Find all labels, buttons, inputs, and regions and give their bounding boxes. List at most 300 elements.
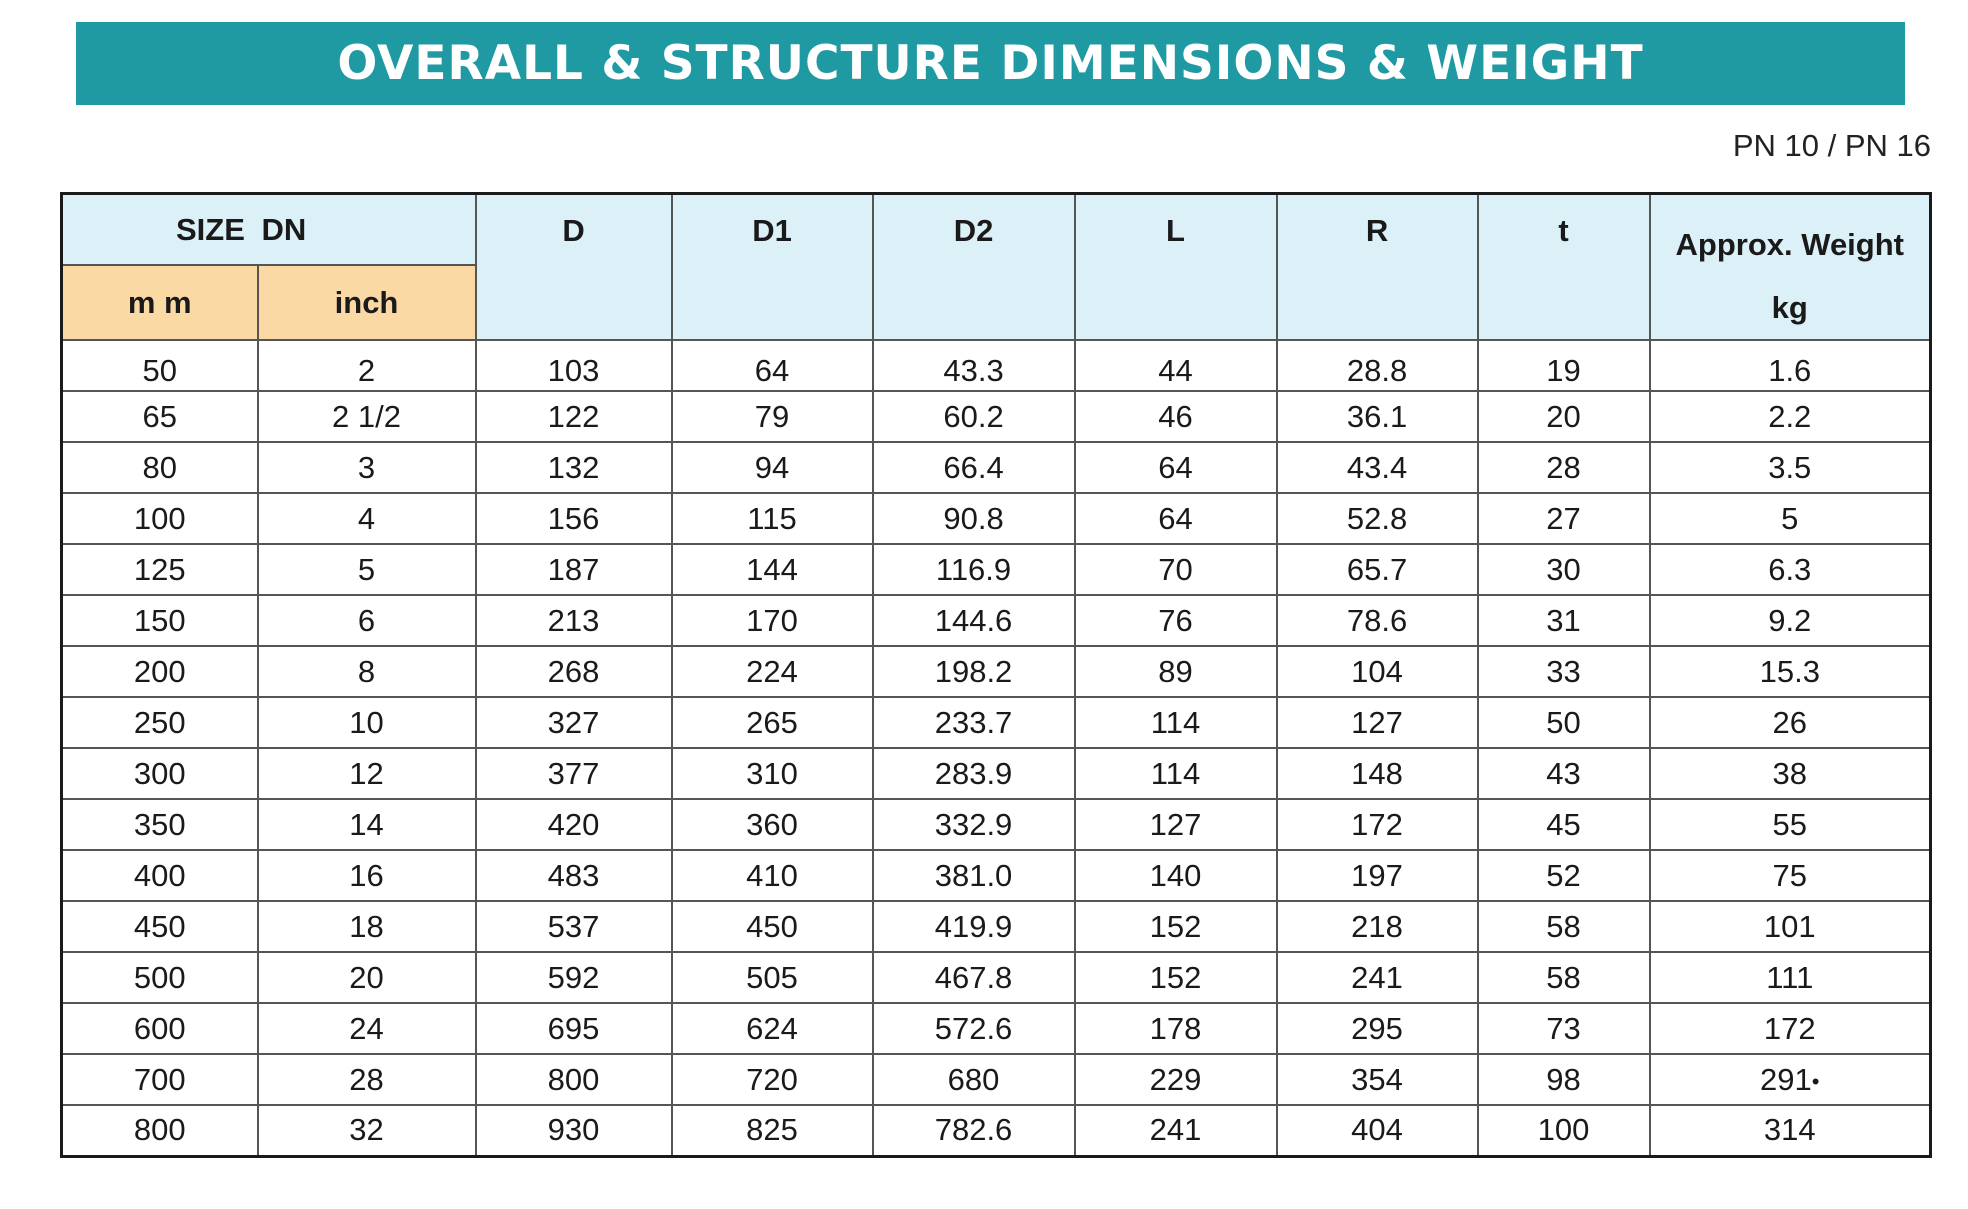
- cell-l: [1075, 493, 1277, 544]
- cell-value: 314: [1763, 1112, 1816, 1148]
- cell-mm: [62, 1054, 258, 1105]
- cell-inch: [258, 799, 476, 850]
- cell-inch: [258, 595, 476, 646]
- cell-d2: [873, 442, 1075, 493]
- l-header: L: [1075, 194, 1277, 341]
- cell-t: [1478, 748, 1650, 799]
- cell-value: 624: [746, 1010, 798, 1046]
- weight-label: Approx. Weight: [1675, 227, 1904, 262]
- cell-value: 30: [1546, 551, 1581, 587]
- weight-unit: kg: [1771, 290, 1808, 325]
- cell-value: 100: [1537, 1112, 1590, 1148]
- table-row: [62, 646, 1931, 697]
- cell-r: [1277, 901, 1478, 952]
- cell-value: 3.5: [1768, 449, 1812, 485]
- cell-value: 6.3: [1768, 551, 1812, 587]
- cell-weight: [1650, 595, 1931, 646]
- cell-value: 3: [357, 449, 376, 485]
- cell-value: 14: [349, 806, 384, 842]
- cell-value: 1.6: [1768, 352, 1812, 388]
- cell-t: [1478, 952, 1650, 1003]
- cell-value: 127: [1351, 704, 1403, 740]
- cell-value: 327: [547, 704, 600, 740]
- cell-value: 144: [746, 551, 798, 587]
- cell-t: [1478, 1003, 1650, 1054]
- cell-value: 213: [547, 602, 600, 638]
- cell-value: 115: [747, 500, 797, 536]
- cell-value: 122: [547, 398, 600, 434]
- cell-d2: [873, 340, 1075, 391]
- cell-r: [1277, 442, 1478, 493]
- cell-value: 572.6: [934, 1010, 1013, 1046]
- cell-t: [1478, 850, 1650, 901]
- cell-value: 114: [1150, 755, 1201, 791]
- cell-value: 2.2: [1768, 398, 1812, 434]
- cell-inch: [258, 391, 476, 442]
- cell-d: [476, 799, 672, 850]
- cell-value: 720: [746, 1061, 798, 1097]
- cell-d1: [672, 646, 873, 697]
- cell-value: 125: [133, 551, 186, 587]
- cell-value: 241: [1149, 1112, 1202, 1148]
- cell-value: 103: [547, 352, 600, 388]
- cell-value: 140: [1149, 857, 1202, 893]
- cell-weight: [1650, 442, 1931, 493]
- cell-value: 450: [133, 908, 186, 944]
- cell-l: [1075, 850, 1277, 901]
- cell-mm: [62, 799, 258, 850]
- cell-r: [1277, 952, 1478, 1003]
- cell-d1: [672, 952, 873, 1003]
- cell-l: [1075, 1105, 1277, 1156]
- cell-l: [1075, 748, 1277, 799]
- cell-inch: [258, 340, 476, 391]
- cell-d1: [672, 1105, 873, 1156]
- cell-value: 28.8: [1346, 352, 1408, 388]
- cell-value: 75: [1772, 857, 1807, 893]
- cell-value: 241: [1351, 959, 1403, 995]
- cell-value: 197: [1351, 857, 1403, 893]
- cell-value: 50: [1546, 704, 1581, 740]
- cell-value: 268: [547, 653, 600, 689]
- cell-value: 2: [357, 352, 376, 388]
- cell-d: [476, 340, 672, 391]
- table-row: [62, 1003, 1931, 1054]
- cell-value: 2 1/2: [332, 398, 401, 434]
- cell-inch: [258, 901, 476, 952]
- cell-value: 172: [1763, 1010, 1816, 1046]
- cell-t: [1478, 442, 1650, 493]
- cell-weight: [1650, 850, 1931, 901]
- cell-mm: [62, 1003, 258, 1054]
- cell-r: [1277, 697, 1478, 748]
- cell-d: [476, 952, 672, 1003]
- cell-value: 64: [1158, 500, 1193, 536]
- cell-r: [1277, 544, 1478, 595]
- cell-value: 5: [357, 551, 376, 587]
- cell-value: 283.9: [934, 755, 1013, 791]
- cell-value: 45: [1546, 806, 1581, 842]
- cell-d: [476, 1105, 672, 1156]
- table-row: [62, 442, 1931, 493]
- page-title: OVERALL & STRUCTURE DIMENSIONS & WEIGHT: [337, 36, 1644, 91]
- cell-value: 73: [1546, 1010, 1581, 1046]
- cell-value: 10: [349, 704, 384, 740]
- cell-value: 156: [547, 500, 600, 536]
- weight-note-mark: •: [1811, 1068, 1820, 1094]
- cell-value: 80: [142, 449, 177, 485]
- cell-d1: [672, 697, 873, 748]
- cell-value: 500: [133, 959, 186, 995]
- cell-value: 178: [1149, 1010, 1202, 1046]
- cell-mm: [62, 901, 258, 952]
- cell-r: [1277, 646, 1478, 697]
- cell-l: [1075, 340, 1277, 391]
- cell-value: 76: [1158, 602, 1193, 638]
- cell-r: [1277, 799, 1478, 850]
- cell-d: [476, 697, 672, 748]
- cell-value: 94: [754, 449, 790, 485]
- r-header: R: [1277, 194, 1478, 341]
- cell-d1: [672, 595, 873, 646]
- table-row: [62, 952, 1931, 1003]
- cell-value: 404: [1351, 1112, 1403, 1148]
- cell-value: 354: [1351, 1061, 1403, 1097]
- cell-inch: [258, 952, 476, 1003]
- cell-value: 114: [1150, 704, 1201, 740]
- cell-value: 187: [547, 551, 600, 587]
- cell-t: [1478, 799, 1650, 850]
- cell-value: 450: [746, 908, 798, 944]
- cell-value: 44: [1158, 352, 1193, 388]
- cell-d1: [672, 901, 873, 952]
- cell-value: 144.6: [934, 602, 1013, 638]
- cell-d: [476, 748, 672, 799]
- cell-value: 111: [1766, 959, 1814, 995]
- cell-value: 420: [547, 806, 600, 842]
- cell-l: [1075, 544, 1277, 595]
- cell-d: [476, 442, 672, 493]
- cell-value: 198.2: [934, 653, 1013, 689]
- cell-d2: [873, 748, 1075, 799]
- cell-value: 12: [349, 755, 384, 791]
- cell-r: [1277, 1003, 1478, 1054]
- cell-value: 295: [1351, 1010, 1403, 1046]
- cell-r: [1277, 1054, 1478, 1105]
- cell-value: 66.4: [943, 449, 1004, 485]
- table-row: [62, 595, 1931, 646]
- cell-value: 200: [133, 653, 186, 689]
- cell-value: 600: [133, 1010, 186, 1046]
- cell-mm: [62, 748, 258, 799]
- cell-value: 360: [746, 806, 798, 842]
- cell-l: [1075, 952, 1277, 1003]
- cell-t: [1478, 1105, 1650, 1156]
- cell-r: [1277, 493, 1478, 544]
- cell-value: 229: [1149, 1061, 1202, 1097]
- cell-d: [476, 544, 672, 595]
- cell-d: [476, 901, 672, 952]
- cell-weight: [1650, 340, 1931, 391]
- cell-d: [476, 1003, 672, 1054]
- cell-weight: [1650, 901, 1931, 952]
- cell-l: [1075, 1003, 1277, 1054]
- table-row: [62, 901, 1931, 952]
- cell-inch: [258, 1054, 476, 1105]
- table-row: [62, 799, 1931, 850]
- cell-l: [1075, 391, 1277, 442]
- cell-value: 419.9: [934, 908, 1013, 944]
- cell-value: 332.9: [934, 806, 1013, 842]
- cell-value: 64: [754, 352, 790, 388]
- cell-d1: [672, 850, 873, 901]
- cell-mm: [62, 850, 258, 901]
- cell-value: 100: [133, 500, 186, 536]
- t-header: t: [1478, 194, 1650, 341]
- cell-value: 800: [547, 1061, 600, 1097]
- cell-r: [1277, 391, 1478, 442]
- cell-value: 65.7: [1346, 551, 1408, 587]
- cell-d2: [873, 1054, 1075, 1105]
- cell-value: 483: [547, 857, 600, 893]
- cell-d1: [672, 1003, 873, 1054]
- cell-value: 695: [547, 1010, 600, 1046]
- cell-t: [1478, 544, 1650, 595]
- cell-mm: [62, 544, 258, 595]
- cell-value: 310: [746, 755, 798, 791]
- cell-d2: [873, 697, 1075, 748]
- cell-value: 32: [349, 1112, 384, 1148]
- cell-value: 6: [357, 602, 376, 638]
- cell-value: 50: [142, 352, 177, 388]
- cell-weight: [1650, 748, 1931, 799]
- cell-value: 52.8: [1346, 500, 1408, 536]
- cell-d1: [672, 340, 873, 391]
- cell-value: 20: [1546, 398, 1581, 434]
- cell-r: [1277, 595, 1478, 646]
- table-row: [62, 1105, 1931, 1156]
- cell-inch: [258, 748, 476, 799]
- cell-value: 19: [1546, 352, 1581, 388]
- cell-d2: [873, 544, 1075, 595]
- cell-value: 300: [133, 755, 186, 791]
- cell-value: 28: [349, 1061, 384, 1097]
- cell-value: 27: [1546, 500, 1581, 536]
- cell-value: 825: [746, 1112, 798, 1148]
- cell-value: 410: [746, 857, 798, 893]
- cell-value: 800: [133, 1112, 186, 1148]
- cell-d2: [873, 1105, 1075, 1156]
- cell-d1: [672, 748, 873, 799]
- cell-weight: [1650, 697, 1931, 748]
- cell-value: 224: [746, 653, 798, 689]
- cell-d2: [873, 595, 1075, 646]
- cell-inch: [258, 544, 476, 595]
- cell-d2: [873, 901, 1075, 952]
- cell-inch: [258, 442, 476, 493]
- cell-t: [1478, 391, 1650, 442]
- d1-header: D1: [672, 194, 873, 341]
- cell-weight: [1650, 1054, 1931, 1105]
- cell-t: [1478, 646, 1650, 697]
- cell-l: [1075, 646, 1277, 697]
- cell-value: 250: [133, 704, 186, 740]
- cell-value: 152: [1149, 908, 1202, 944]
- cell-value: 101: [1763, 908, 1816, 944]
- cell-weight: [1650, 1105, 1931, 1156]
- cell-value: 64: [1158, 449, 1193, 485]
- cell-value: 782.6: [934, 1112, 1013, 1148]
- cell-value: 24: [349, 1010, 384, 1046]
- cell-value: 233.7: [934, 704, 1013, 740]
- cell-value: 52: [1546, 857, 1581, 893]
- cell-mm: [62, 442, 258, 493]
- cell-d1: [672, 1054, 873, 1105]
- table-row: [62, 493, 1931, 544]
- cell-value: 291: [1760, 1061, 1812, 1097]
- cell-value: 28: [1546, 449, 1581, 485]
- table-row: [62, 748, 1931, 799]
- cell-weight: [1650, 952, 1931, 1003]
- cell-value: 98: [1546, 1061, 1581, 1097]
- cell-d: [476, 595, 672, 646]
- cell-value: 33: [1546, 653, 1581, 689]
- cell-mm: [62, 391, 258, 442]
- cell-value: 90.8: [943, 500, 1004, 536]
- cell-value: 265: [746, 704, 798, 740]
- cell-r: [1277, 850, 1478, 901]
- cell-t: [1478, 697, 1650, 748]
- cell-r: [1277, 340, 1478, 391]
- cell-value: 79: [754, 398, 790, 434]
- dimensions-table: [60, 192, 1932, 1158]
- cell-value: 70: [1158, 551, 1193, 587]
- d-header: D: [476, 194, 672, 341]
- cell-l: [1075, 799, 1277, 850]
- cell-d: [476, 493, 672, 544]
- cell-value: 89: [1158, 653, 1193, 689]
- cell-weight: [1650, 799, 1931, 850]
- cell-value: 400: [133, 857, 186, 893]
- cell-t: [1478, 595, 1650, 646]
- cell-l: [1075, 595, 1277, 646]
- cell-inch: [258, 646, 476, 697]
- cell-value: 36.1: [1346, 398, 1408, 434]
- weight-header: [1650, 194, 1931, 341]
- cell-value: 38: [1772, 755, 1807, 791]
- cell-value: 8: [357, 653, 376, 689]
- cell-inch: [258, 1003, 476, 1054]
- cell-r: [1277, 1105, 1478, 1156]
- cell-value: 26: [1772, 704, 1807, 740]
- cell-t: [1478, 493, 1650, 544]
- cell-value: 350: [133, 806, 186, 842]
- cell-d2: [873, 952, 1075, 1003]
- cell-weight: [1650, 493, 1931, 544]
- cell-value: 132: [547, 449, 600, 485]
- cell-value: 5: [1781, 500, 1799, 536]
- cell-mm: [62, 646, 258, 697]
- cell-value: 700: [133, 1061, 186, 1097]
- cell-value: 592: [547, 959, 600, 995]
- table-row: [62, 850, 1931, 901]
- cell-value: 65: [142, 398, 177, 434]
- cell-mm: [62, 493, 258, 544]
- cell-value: 680: [947, 1061, 1000, 1097]
- cell-value: 218: [1351, 908, 1403, 944]
- table-row: [62, 1054, 1931, 1105]
- cell-value: 15.3: [1759, 653, 1820, 689]
- cell-weight: [1650, 544, 1931, 595]
- cell-mm: [62, 697, 258, 748]
- inch-header: inch: [258, 265, 476, 340]
- cell-l: [1075, 1054, 1277, 1105]
- cell-value: 60.2: [943, 398, 1004, 434]
- cell-t: [1478, 901, 1650, 952]
- cell-value: 172: [1351, 806, 1403, 842]
- cell-d1: [672, 442, 873, 493]
- table-row: [62, 697, 1931, 748]
- cell-value: 43.3: [943, 352, 1004, 388]
- cell-value: 170: [746, 602, 798, 638]
- cell-value: 4: [357, 500, 376, 536]
- d2-header: D2: [873, 194, 1075, 341]
- cell-d2: [873, 493, 1075, 544]
- cell-value: 377: [547, 755, 600, 791]
- cell-d: [476, 850, 672, 901]
- mm-header: m m: [62, 265, 258, 340]
- cell-value: 16: [349, 857, 384, 893]
- cell-value: 150: [133, 602, 186, 638]
- cell-mm: [62, 595, 258, 646]
- cell-value: 127: [1149, 806, 1202, 842]
- cell-d2: [873, 1003, 1075, 1054]
- table-body: [62, 340, 1931, 1156]
- cell-value: 930: [547, 1112, 600, 1148]
- cell-d2: [873, 799, 1075, 850]
- cell-value: 58: [1546, 959, 1581, 995]
- cell-value: 505: [746, 959, 798, 995]
- cell-value: 537: [547, 908, 600, 944]
- cell-d1: [672, 493, 873, 544]
- cell-value: 152: [1149, 959, 1202, 995]
- size-dn-header: SIZE DN: [62, 194, 476, 266]
- cell-weight: [1650, 1003, 1931, 1054]
- cell-d: [476, 391, 672, 442]
- cell-weight: [1650, 646, 1931, 697]
- cell-value: 116.9: [935, 551, 1012, 587]
- table-row: [62, 544, 1931, 595]
- cell-inch: [258, 697, 476, 748]
- cell-value: 43.4: [1346, 449, 1408, 485]
- cell-value: 58: [1546, 908, 1581, 944]
- cell-d2: [873, 850, 1075, 901]
- cell-d1: [672, 799, 873, 850]
- cell-value: 20: [349, 959, 384, 995]
- cell-value: 46: [1158, 398, 1193, 434]
- cell-mm: [62, 952, 258, 1003]
- cell-value: 9.2: [1768, 602, 1812, 638]
- cell-d: [476, 1054, 672, 1105]
- cell-weight: [1650, 391, 1931, 442]
- cell-t: [1478, 340, 1650, 391]
- cell-value: 18: [349, 908, 384, 944]
- cell-d2: [873, 391, 1075, 442]
- cell-value: 31: [1546, 602, 1581, 638]
- cell-d1: [672, 544, 873, 595]
- cell-l: [1075, 901, 1277, 952]
- cell-mm: [62, 340, 258, 391]
